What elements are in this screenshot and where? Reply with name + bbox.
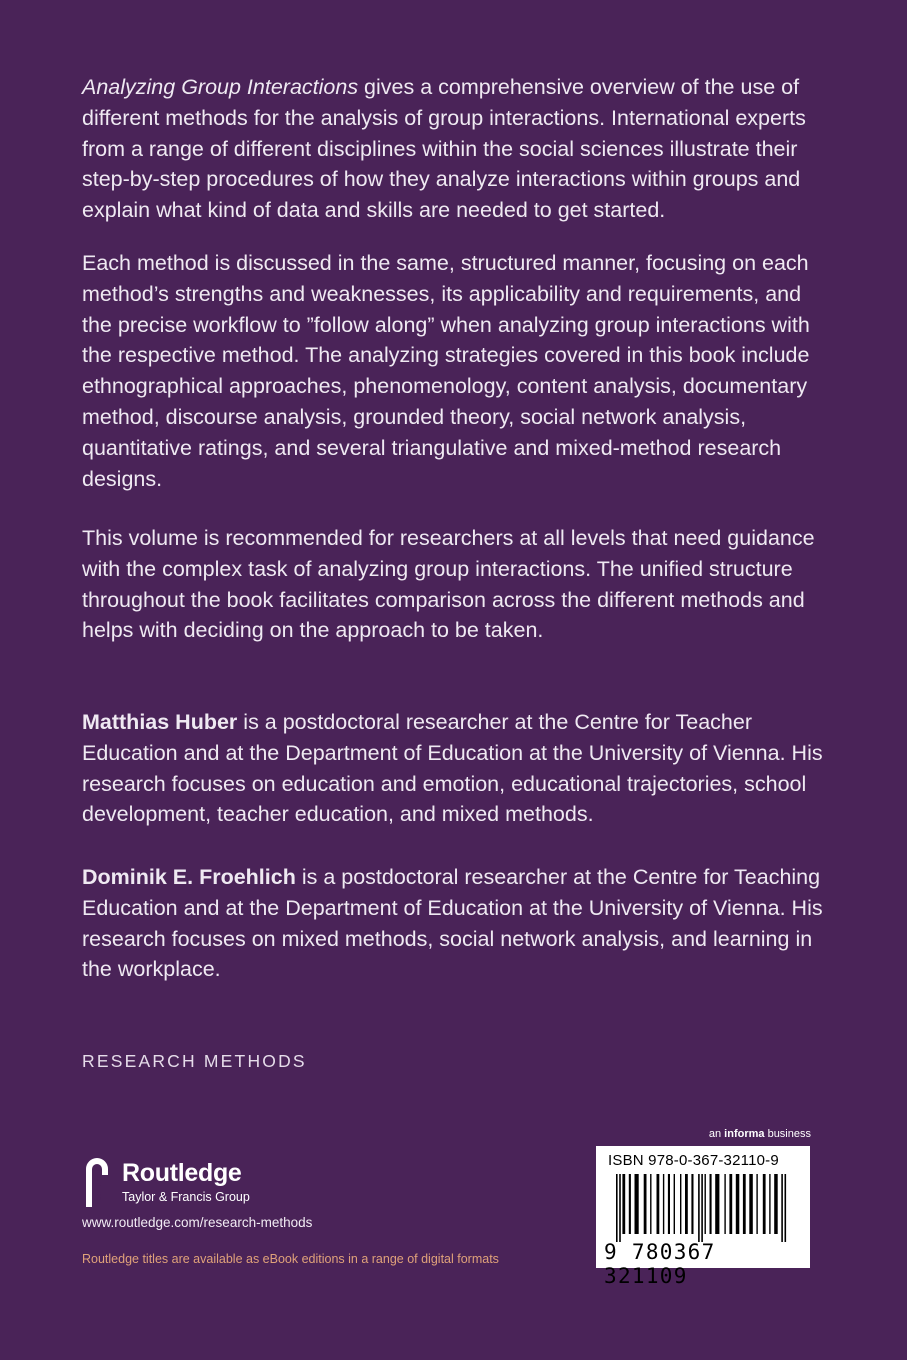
author-name-2: Dominik E. Froehlich (82, 865, 296, 889)
barcode-bar (705, 1174, 706, 1234)
informa-suffix: business (764, 1128, 811, 1140)
barcode-bar (763, 1174, 766, 1234)
barcode-bar (663, 1174, 664, 1234)
author-bio-2 (82, 862, 834, 985)
author-bio-1-text: is a postdoctoral researcher at the Centre for Teacher Education and at the Department of Education at the University of Vienna. His research focuses on education and emotion, educational trajectories, school development, teacher education, and mixed methods. (82, 710, 823, 827)
barcode-bar (774, 1174, 778, 1234)
author-name-1: Matthias Huber (82, 710, 238, 734)
barcode-bar (668, 1174, 670, 1234)
barcode-bar (691, 1174, 693, 1234)
barcode-digits: 9 780367 321109 (604, 1240, 716, 1288)
informa-word: informa (724, 1128, 765, 1140)
barcode-bar (756, 1174, 757, 1234)
barcode-bar (715, 1174, 719, 1234)
informa-tagline (709, 1128, 811, 1140)
barcode-bar (698, 1174, 700, 1242)
barcode-bars (608, 1174, 798, 1242)
publisher-url: www.routledge.com/research-methods (82, 1215, 313, 1230)
barcode-bar (657, 1174, 660, 1234)
blurb-paragraph-3: This volume is recommended for researchers at all levels that need guidance with the complex task of analyzing group interactions. The unified structure throughout the book facilitates comparison across the different methods and helps with deciding on the approach to be taken. (82, 526, 815, 643)
barcode-bar (710, 1174, 712, 1234)
barcode-bar (622, 1174, 625, 1234)
barcode-bar (743, 1174, 746, 1234)
author-bio-2-text: is a postdoctoral researcher at the Centre for Teaching Education and at the Department of Education at the University of Vienna. His research focuses on mixed methods, social network analysis, and learning in the workplace. (82, 865, 823, 982)
isbn-barcode (596, 1146, 810, 1288)
blurb-paragraph-1-text: gives a comprehensive overview of the use of different methods for the analysis of group interactions. International experts from a range of different disciplines within the social sciences illustrate their step-by-step procedures of how they analyze interactions within groups and explain what kind of data and skills are needed to get started. (82, 75, 806, 223)
barcode-bar (781, 1174, 783, 1242)
publisher-name: Routledge (122, 1159, 242, 1187)
barcode-bar (685, 1174, 688, 1234)
routledge-logo-mark-text: ROUTLEDGE (95, 1169, 101, 1205)
barcode-bar (680, 1174, 681, 1234)
barcode-bar (619, 1174, 621, 1242)
blurb-paragraph-1 (82, 72, 834, 226)
blurb-paragraph-2: Each method is discussed in the same, structured manner, focusing on each method’s strengths and weaknesses, its applicability and requirements, and the precise workflow to ”follow along” when analyzing group interactions with the respective method. The analyzing strategies covered in this book include ethnographical approaches, phenomenology, content analysis, documentary method, discourse analysis, grounded theory, social network analysis, quantitative ratings, and several triangulative and mixed-method research designs. (82, 251, 810, 491)
barcode-bar (729, 1174, 732, 1234)
publisher-group: Taylor & Francis Group (122, 1190, 250, 1204)
ebook-note: Routledge titles are available as eBook editions in a range of digital formats (82, 1252, 499, 1266)
barcode-bar (769, 1174, 770, 1234)
informa-prefix: an (708, 1128, 725, 1140)
isbn-label: ISBN 978-0-367-32110-9 (608, 1152, 779, 1169)
routledge-logo-icon (82, 1157, 112, 1207)
book-title: Analyzing Group Interactions (82, 75, 359, 99)
barcode-bar (644, 1174, 647, 1234)
barcode-bar (650, 1174, 651, 1234)
barcode-bar (749, 1174, 753, 1234)
barcode-bar (736, 1174, 740, 1234)
barcode-bar (635, 1174, 639, 1234)
subject-category: RESEARCH METHODS (82, 1051, 307, 1071)
barcode-bar (785, 1174, 787, 1242)
author-bio-1 (82, 707, 834, 830)
barcode-bar (616, 1174, 618, 1242)
barcode-bar (724, 1174, 725, 1234)
barcode-bar (674, 1174, 675, 1234)
barcode-bar (629, 1174, 631, 1234)
barcode-bar (701, 1174, 703, 1242)
